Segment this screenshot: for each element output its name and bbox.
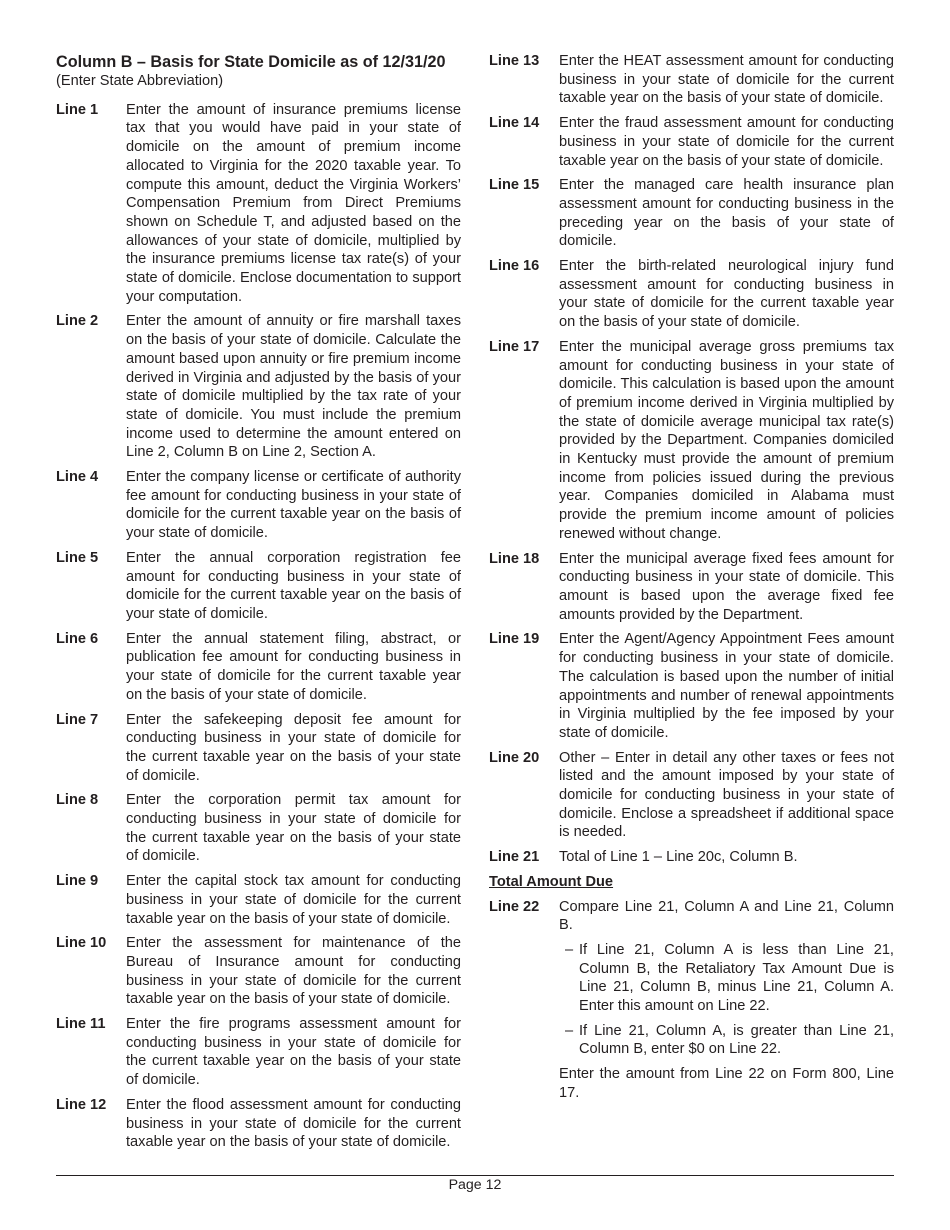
- right-column: [489, 52, 894, 1109]
- bullet-text: If Line 21, Column A is less than Line 21, Column B, the Retaliatory Tax Amount Due is Line 21, Column B, minus Line 21, Column A. Enter this amount on Line 22.: [579, 941, 894, 1015]
- bullet-dash: –: [565, 1022, 574, 1039]
- line-label: Line 4: [56, 469, 99, 486]
- column-b-subheading: (Enter State Abbreviation): [56, 73, 224, 89]
- line-label: Line 12: [56, 1096, 107, 1113]
- line-entry: [56, 549, 461, 624]
- line-entry: [489, 338, 894, 544]
- line-label: Line 10: [56, 935, 107, 952]
- line-entry: [489, 114, 894, 170]
- line-entry: [56, 1096, 461, 1152]
- line-entry: [56, 101, 461, 307]
- line-text: Enter the amount of annuity or fire marshall taxes on the basis of your state of domicile. Calculate the amount based upon annuity or fire premium income derived in Virginia and adjusted by the basis of your state of domicile multiplied by the tax rate of your state of domicile. You must include the premium income used to determine the amount entered on Line 2, Column B on Line 2, Section A.: [126, 313, 461, 461]
- line-text: Enter the corporation permit tax amount for conducting business in your state of domicile for the current taxable year on the basis of your state of domicile.: [126, 792, 461, 865]
- line-label: Line 15: [489, 177, 540, 194]
- line-entry: [489, 176, 894, 251]
- right-line-list: [489, 52, 894, 867]
- line-text: Enter the company license or certificate of authority fee amount for conducting business in your state of domicile for the current taxable year on the basis of your state of domicile.: [126, 469, 461, 542]
- line-label: Line 5: [56, 549, 99, 566]
- line-label: Line 22: [489, 898, 540, 915]
- bullet-item: [565, 1022, 894, 1059]
- left-column: [56, 52, 461, 1158]
- line-entry: [56, 630, 461, 705]
- column-b-heading: Column B – Basis for State Domicile as of 12/31/20: [56, 53, 446, 71]
- line-label: Line 8: [56, 792, 99, 809]
- line-text: Total of Line 1 – Line 20c, Column B.: [559, 849, 798, 866]
- line-entry: [489, 630, 894, 742]
- line-text: Enter the assessment for maintenance of the Bureau of Insurance amount for conducting business in your state of domicile for the current taxable year on the basis of your state of domicile.: [126, 935, 461, 1008]
- line-label: Line 9: [56, 873, 99, 890]
- left-line-list: [56, 101, 461, 1152]
- line-text: Enter the municipal average gross premiums tax amount for conducting business in your state of domicile. This calculation is based upon the amount of premium income derived in Virginia multiplied by the state of domicile average municipal tax rate(s) provided by the Department. Companies domiciled in Kentucky must provide the amount of premium income from policies issued during the previous year. Companies domiciled in Alabama must provide the premium income amount of policies renewed without change.: [559, 338, 894, 542]
- line-text: Enter the capital stock tax amount for conducting business in your state of domicile for the current taxable year on the basis of your state of domicile.: [126, 873, 461, 927]
- line-entry: [489, 52, 894, 108]
- line-text: Enter the fire programs assessment amount for conducting business in your state of domicile for the current taxable year on the basis of your state of domicile.: [126, 1016, 461, 1089]
- line-entry: [489, 848, 894, 867]
- line-text: Enter the annual statement filing, abstract, or publication fee amount for conducting business in your state of domicile for the current taxable year on the basis of your state of domicile.: [126, 630, 461, 703]
- line-entry: [56, 468, 461, 543]
- line-entry: [56, 1015, 461, 1090]
- line-entry: [56, 711, 461, 786]
- bullet-dash: –: [565, 941, 574, 958]
- line-label: Line 19: [489, 631, 540, 648]
- line-text: Enter the fraud assessment amount for conducting business in your state of domicile for the current taxable year on the basis of your state of domicile.: [559, 115, 894, 169]
- line-label: Line 13: [489, 53, 540, 69]
- line-text: Enter the managed care health insurance plan assessment amount for conducting business in the preceding year on the basis of your state of domicile.: [559, 177, 894, 250]
- line-label: Line 7: [56, 711, 99, 728]
- line-entry: [56, 872, 461, 928]
- line-entry: [489, 550, 894, 625]
- line-entry: [489, 749, 894, 843]
- line-label: Line 6: [56, 630, 99, 647]
- line-label: Line 20: [489, 749, 540, 766]
- line-22-bullets: [559, 941, 894, 1059]
- total-amount-due-title: Total Amount Due: [489, 873, 614, 890]
- line-text: Enter the HEAT assessment amount for conducting business in your state of domicile for the current taxable year on the basis of your state of domicile.: [559, 53, 894, 107]
- line-entry: [56, 312, 461, 462]
- line-label: Line 21: [489, 849, 540, 866]
- line-label: Line 18: [489, 550, 540, 567]
- line-text: Enter the annual corporation registration fee amount for conducting business in your state of domicile for the current taxable year on the basis of your state of domicile.: [126, 549, 461, 622]
- line-22-body: [559, 898, 894, 1103]
- line-label: Line 11: [56, 1016, 106, 1033]
- line-text: Enter the flood assessment amount for conducting business in your state of domicile for the current taxable year on the basis of your state of domicile.: [126, 1096, 461, 1151]
- line-text: Enter the safekeeping deposit fee amount for conducting business in your state of domicile for the current taxable year on the basis of your state of domicile.: [126, 711, 461, 784]
- line-label: Line 1: [56, 101, 99, 118]
- line-text: Other – Enter in detail any other taxes or fees not listed and the amount imposed by your state of domicile for conducting business in your state of domicile. Enclose a spreadsheet if additional space is needed.: [559, 749, 894, 841]
- line-text: Enter the amount of insurance premiums license tax that you would have paid in your state of domicile on the amount of premium income allocated to Virginia for the 2020 taxable year. To compute this amount, deduct the Virginia Workers’ Compensation Premium from Direct Premiums shown on Schedule T, and adjusted based on the allowances of your state of domicile, multiplied by the insurance premiums license tax rate(s) of your state of domicile. Enclose documentation to support your computation.: [126, 101, 461, 305]
- line-label: Line 2: [56, 313, 99, 330]
- line-entry: [56, 791, 461, 866]
- line-label: Line 16: [489, 258, 540, 275]
- page-number: Page 12: [448, 1177, 502, 1193]
- line-label: Line 14: [489, 115, 540, 132]
- line-label: Line 17: [489, 338, 540, 355]
- line-entry: [489, 257, 894, 332]
- line-22-text: Compare Line 21, Column A and Line 21, Column B.: [559, 898, 894, 934]
- line-22-entry: [489, 898, 894, 1103]
- footer-rule: [56, 1175, 894, 1176]
- line-text: Enter the birth-related neurological injury fund assessment amount for conducting business in your state of domicile for the current taxable year on the basis of your state of domicile.: [559, 258, 894, 331]
- line-22-closing-text: Enter the amount from Line 22 on Form 800, Line 17.: [559, 1066, 894, 1101]
- line-text: Enter the municipal average fixed fees amount for conducting business in your state of domicile. This amount is based upon the average fixed fee amounts provided by the Department.: [559, 550, 894, 623]
- line-entry: [56, 934, 461, 1009]
- line-text: Enter the Agent/Agency Appointment Fees amount for conducting business in your state of domicile. The calculation is based upon the number of initial appointments and number of renewal appointments in Virginia multiplied by the fee imposed by your state of domicile.: [559, 631, 894, 741]
- bullet-text: If Line 21, Column A, is greater than Line 21, Column B, enter $0 on Line 22.: [579, 1022, 894, 1058]
- bullet-item: [565, 941, 894, 1016]
